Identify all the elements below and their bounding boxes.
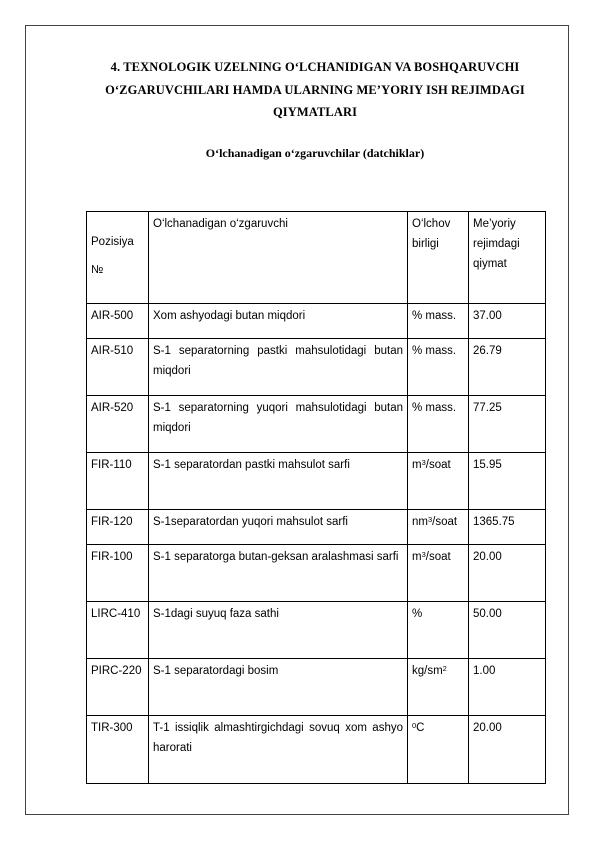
section-title: 4. TEXNOLOGIK UZELNING O‘LCHANIDIGAN VA BOSHQARUVCHI O‘ZGARUVCHILARI HAMDA ULARNING ME’YORIY ISH REJIMDAGI QIYMATLARI bbox=[105, 60, 525, 119]
row-unit: $m^3$/soat bbox=[408, 453, 469, 510]
row-position: AIR-520 bbox=[87, 396, 149, 453]
table-row bbox=[87, 545, 546, 602]
row-variable: S-1dagi suyuq faza sathi bbox=[149, 602, 408, 659]
row-unit: $m^3$/soat bbox=[408, 545, 469, 602]
table-row bbox=[87, 453, 546, 510]
row-unit: $kg/sm^2$ bbox=[408, 659, 469, 716]
header-value: Me’yoriy rejimdagi qiymat bbox=[469, 212, 546, 304]
row-unit: % mass. bbox=[408, 304, 469, 339]
row-unit: $nm^3$/soat bbox=[408, 510, 469, 545]
row-unit: $^0$C bbox=[408, 716, 469, 784]
row-value: 15.95 bbox=[469, 453, 546, 510]
sensors-table bbox=[86, 211, 546, 784]
row-variable: S-1 separatorning pastki mahsulotidagi butan miqdori bbox=[149, 339, 408, 396]
table-row bbox=[87, 304, 546, 339]
row-variable: T-1 issiqlik almashtirgichdagi sovuq xom ashyo harorati bbox=[149, 716, 408, 784]
header-number-sign: № bbox=[91, 264, 104, 276]
row-variable: S-1separatordan yuqori mahsulot sarfi bbox=[149, 510, 408, 545]
row-position: AIR-500 bbox=[87, 304, 149, 339]
row-position: PIRC-220 bbox=[87, 659, 149, 716]
header-position-label: Pozisiya bbox=[91, 236, 134, 248]
row-unit: % mass. bbox=[408, 339, 469, 396]
row-position: FIR-100 bbox=[87, 545, 149, 602]
row-position: LIRC-410 bbox=[87, 602, 149, 659]
row-position: TIR-300 bbox=[87, 716, 149, 784]
table-caption: O‘lchanadigan o‘zgaruvchilar (datchiklar) bbox=[205, 146, 425, 160]
row-value: 26.79 bbox=[469, 339, 546, 396]
row-value: 77.25 bbox=[469, 396, 546, 453]
table-header-row bbox=[87, 212, 546, 304]
table-row bbox=[87, 396, 546, 453]
row-value: 20.00 bbox=[469, 716, 546, 784]
table-row bbox=[87, 602, 546, 659]
header-unit: O‘lchov birligi bbox=[408, 212, 469, 304]
table-row bbox=[87, 659, 546, 716]
table-row bbox=[87, 716, 546, 784]
row-value: 37.00 bbox=[469, 304, 546, 339]
row-variable: S-1 separatorning yuqori mahsulotidagi butan miqdori bbox=[149, 396, 408, 453]
row-variable: S-1 separatorga butan-geksan aralashmasi sarfi bbox=[149, 545, 408, 602]
table-row bbox=[87, 510, 546, 545]
header-position bbox=[87, 212, 149, 304]
table-row bbox=[87, 339, 546, 396]
row-unit: % bbox=[408, 602, 469, 659]
row-position: FIR-120 bbox=[87, 510, 149, 545]
row-value: 50.00 bbox=[469, 602, 546, 659]
row-unit: % mass. bbox=[408, 396, 469, 453]
row-position: AIR-510 bbox=[87, 339, 149, 396]
row-value: 20.00 bbox=[469, 545, 546, 602]
row-variable: S-1 separatordagi bosim bbox=[149, 659, 408, 716]
row-variable: Xom ashyodagi butan miqdori bbox=[149, 304, 408, 339]
header-variable: O‘lchanadigan o‘zgaruvchi bbox=[149, 212, 408, 304]
row-position: FIR-110 bbox=[87, 453, 149, 510]
row-value: 1365.75 bbox=[469, 510, 546, 545]
row-variable: S-1 separatordan pastki mahsulot sarfi bbox=[149, 453, 408, 510]
row-value: 1.00 bbox=[469, 659, 546, 716]
